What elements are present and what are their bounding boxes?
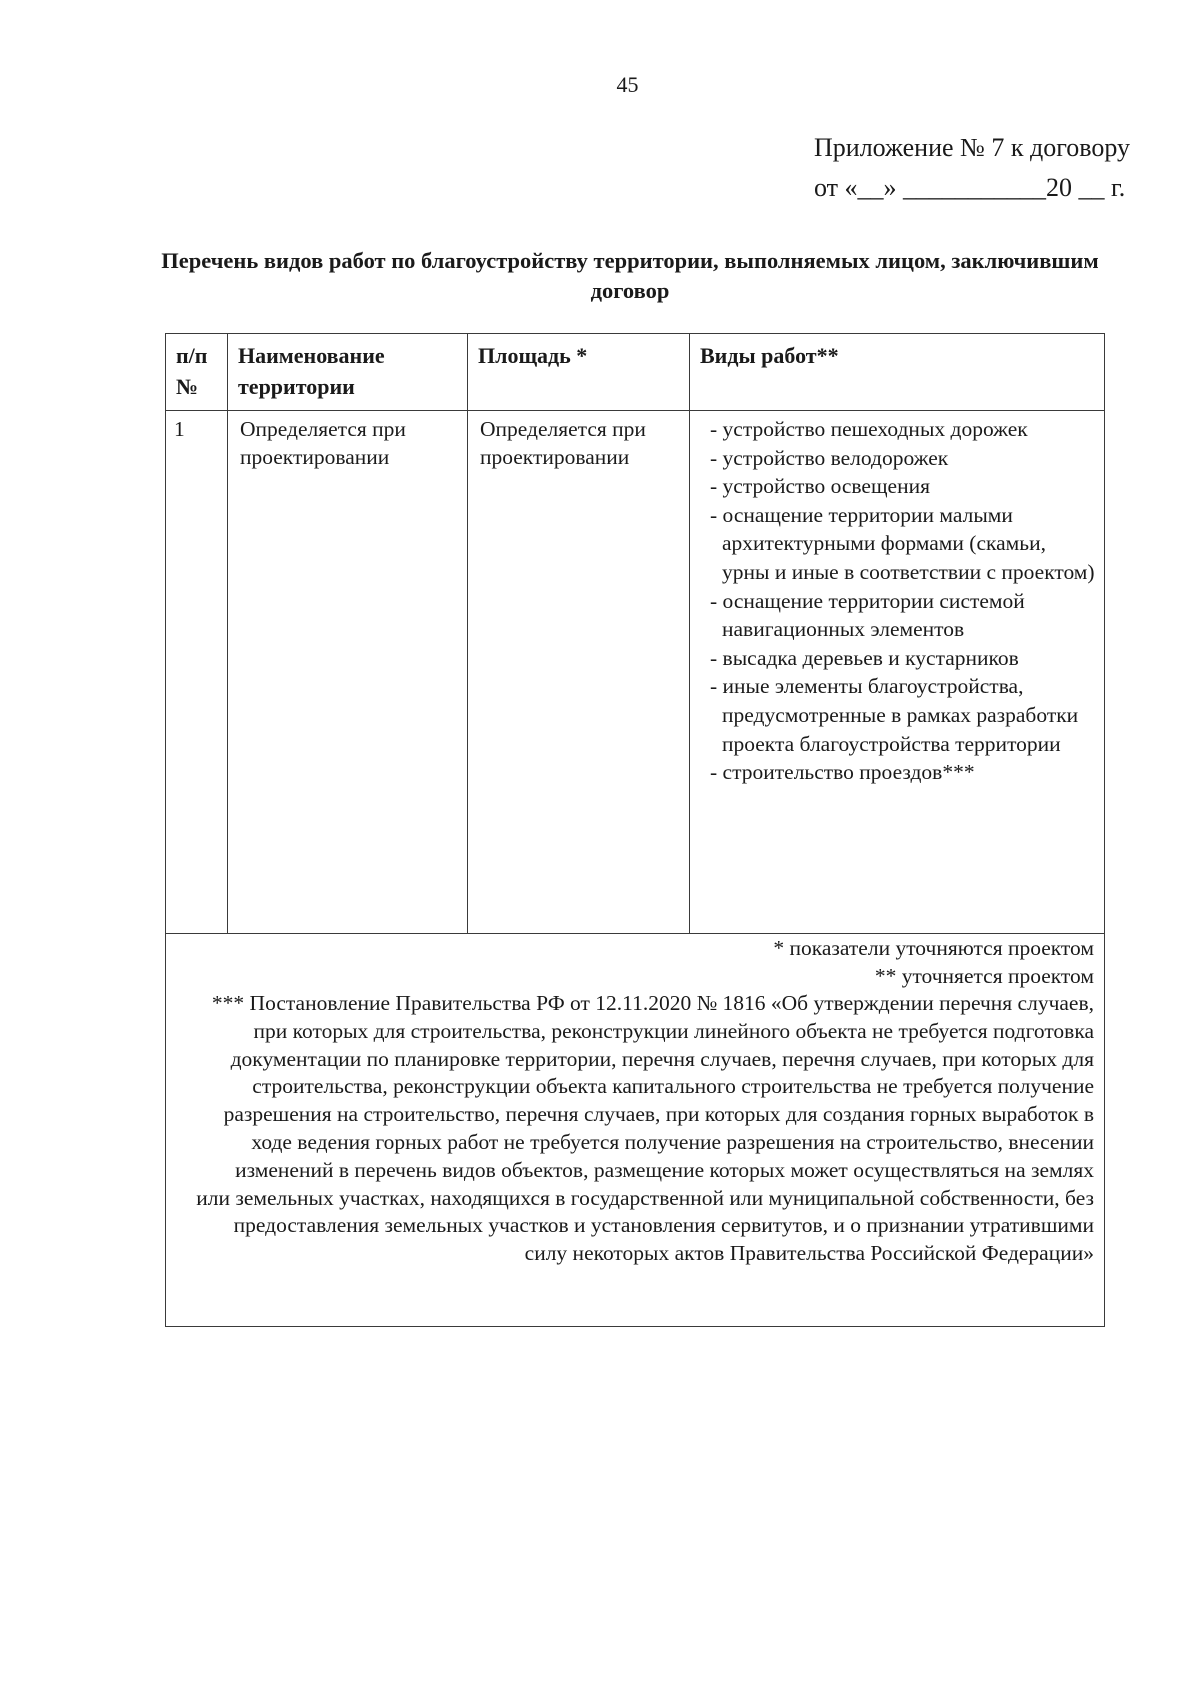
notes-cell — [166, 934, 1105, 1327]
footnote-3: *** Постановление Правительства РФ от 12.11.2020 № 1816 «Об утверждении перечня случаев, при которых для строительства, реконструкции линейного объекта не требуется подготовка документации по планировке территории, перечня случаев, перечня случаев, при которых для строительства, реконструкции объекта капитального строительства не требуется получение разрешения на строительство, перечня случаев, при которых для создания горных выработок в ходе ведения горных работ не требуется получение разрешения на строительство, внесении изменений в перечень видов объектов, размещение которых может осуществляться на землях или земельных участках, находящихся в государственной или муниципальной собственности, без предоставления земельных участков и установления сервитутов, и о признании утратившими силу некоторых актов Правительства Российской Федерации» — [196, 991, 1094, 1266]
header-num: п/п № — [166, 334, 228, 411]
list-item: - устройство освещения — [704, 472, 1096, 501]
document-title: Перечень видов работ по благоустройству территории, выполняемых лицом, заключившим договор — [161, 248, 1099, 303]
cell-num: 1 — [166, 411, 228, 934]
list-item: - оснащение территории малыми архитектурными формами (скамьи, урны и иные в соответствии с проектом) — [704, 501, 1096, 587]
list-item: - строительство проездов*** — [704, 758, 1096, 787]
footnote-1: * показатели уточняются проектом — [773, 936, 1094, 960]
appendix-header — [814, 128, 1130, 208]
list-item: - устройство велодорожек — [704, 444, 1096, 473]
table-header-row — [166, 334, 1105, 411]
footnote-2: ** уточняется проектом — [874, 964, 1094, 988]
list-item: - устройство пешеходных дорожек — [704, 415, 1096, 444]
header-area: Площадь * — [468, 334, 690, 411]
table-notes-row — [166, 934, 1105, 1327]
cell-area: Определяется при проектировании — [468, 411, 690, 934]
appendix-title: Приложение № 7 к договору — [814, 133, 1130, 162]
header-name: Наименование территории — [228, 334, 468, 411]
cell-name: Определяется при проектировании — [228, 411, 468, 934]
list-item: - оснащение территории системой навигационных элементов — [704, 587, 1096, 644]
header-works: Виды работ** — [690, 334, 1105, 411]
table-row — [166, 411, 1105, 934]
appendix-date-line: от «__» ___________20 __ г. — [814, 173, 1126, 202]
list-item: - высадка деревьев и кустарников — [704, 644, 1096, 673]
list-item: - иные элементы благоустройства, предусмотренные в рамках разработки проекта благоустройства территории — [704, 672, 1096, 758]
cell-works — [690, 411, 1105, 934]
works-table — [165, 333, 1105, 1327]
works-list — [704, 415, 1096, 787]
page-number: 45 — [616, 72, 639, 97]
